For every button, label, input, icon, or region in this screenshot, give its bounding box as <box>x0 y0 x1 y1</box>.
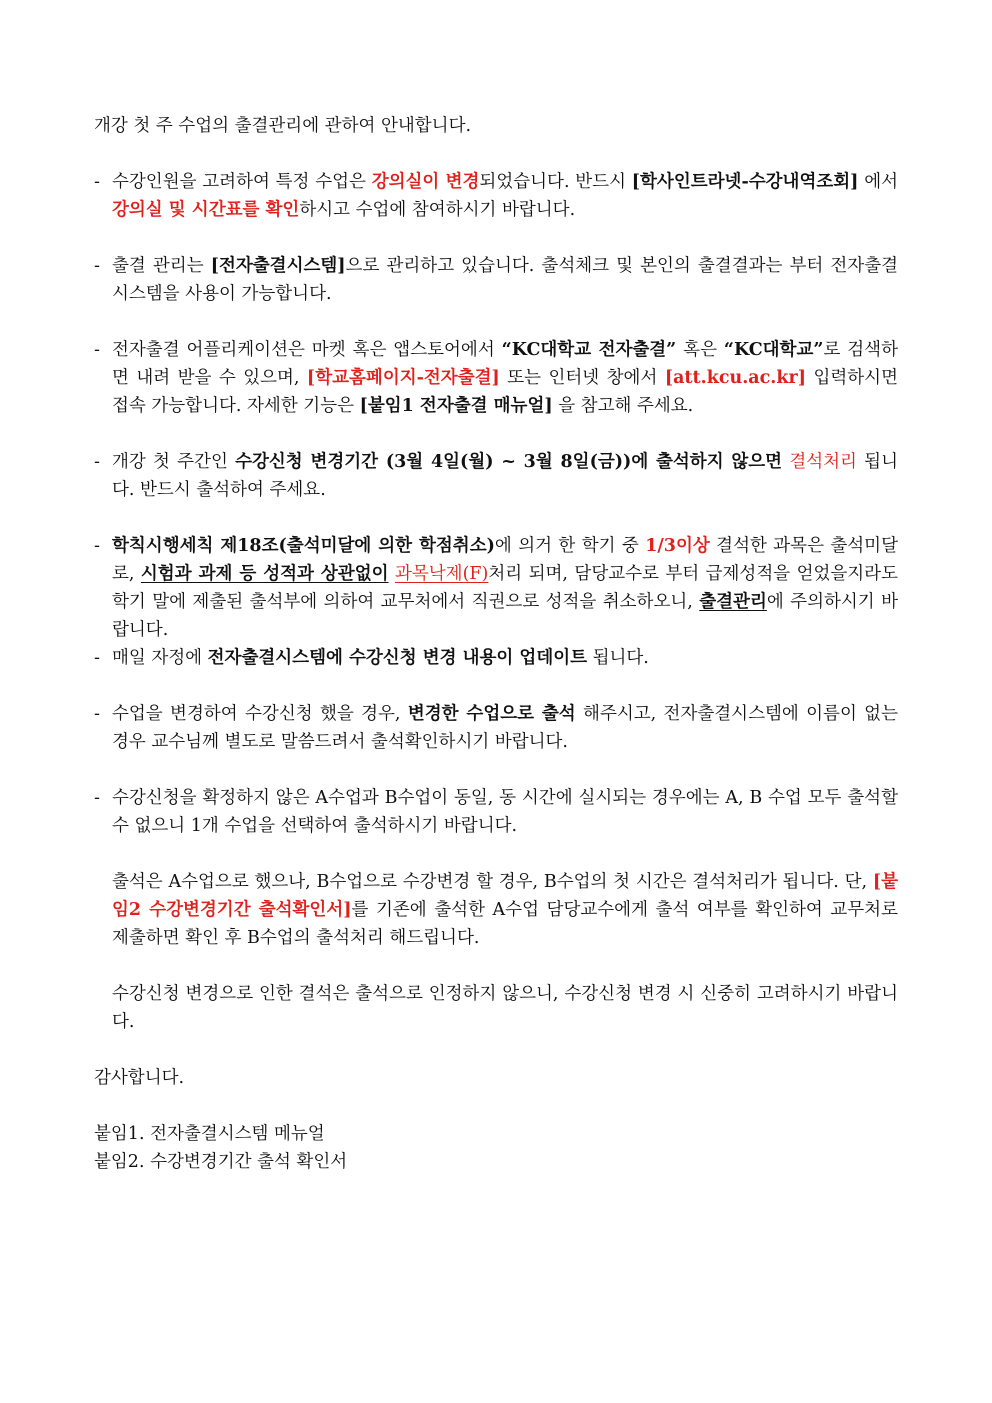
highlight-fail: 과목낙제(F) <box>394 564 489 584</box>
notice-item-app: - 전자출결 어플리케이션은 마켓 혹은 앱스토어에서 “KC대학교 전자출결” 혹은 “KC대학교”로 검색하면 내려 받을 수 있으며, [학교홈페이지-전자출결] 또는 인터넷 창에서 [att.kcu.ac.kr] 입력하시면 접속 가능합니다. 자세한 기능은 [붙임1 전자출결 매뉴얼] 을 참고해 주세요. <box>94 336 898 420</box>
attendance-management: 출결관리 <box>699 592 767 612</box>
ref-course-inquiry: [학사인트라넷-수강내역조회] <box>631 172 859 192</box>
paragraph-absence-process: 출석은 A수업으로 했으나, B수업으로 수강변경 할 경우, B수업의 첫 시간은 결석처리가 됩니다. 단, [붙임2 수강변경기간 출석확인서]를 기존에 출석한 A수업 담당교수에게 출석 여부를 확인하여 교무처로 제출하면 확인 후 B수업의 출석처리 해드립니다. <box>112 872 898 948</box>
highlight-check-schedule: 강의실 및 시간표를 확인 <box>112 200 300 220</box>
bullet-dash: - <box>94 256 100 276</box>
regardless-grades: 시험과 과제 등 성적과 상관없이 <box>140 564 389 584</box>
notice-item-attendance-system: - 출결 관리는 [전자출결시스템]으로 관리하고 있습니다. 출석체크 및 본인의 출결결과는 부터 전자출결시스템을 사용이 가능합니다. <box>94 252 898 308</box>
regulation-ref: 학칙시행세칙 제18조(출석미달에 의한 학점취소) <box>112 536 495 556</box>
update-notice: 전자출결시스템에 수강신청 변경 내용이 업데이트 <box>207 648 588 668</box>
bullet-dash: - <box>94 172 100 192</box>
attendance-url: [att.kcu.ac.kr] <box>664 368 807 388</box>
attachment-1: 붙임1. 전자출결시스템 메뉴얼 <box>94 1124 325 1144</box>
bullet-dash: - <box>94 648 100 668</box>
attend-changed-class: 변경한 수업으로 출석 <box>407 704 576 724</box>
bullet-dash: - <box>94 452 100 472</box>
bullet-dash: - <box>94 536 100 556</box>
notice-item-first-week: - 개강 첫 주간인 수강신청 변경기간 (3월 4일(월) ~ 3월 8일(금))에 출석하지 않으면 결석처리 됩니다. 반드시 출석하여 주세요. <box>94 448 898 504</box>
app-name-2: “KC대학교” <box>723 340 824 360</box>
ref-manual: [붙임1 전자출결 매뉴얼] <box>359 396 553 416</box>
notice-item-unconfirmed: - 수강신청을 확정하지 않은 A수업과 B수업이 동일, 동 시간에 실시되는 경우에는 A, B 수업 모두 출석할 수 없으니 1개 수업을 선택하여 출석하시기 바랍니다. <box>94 784 898 840</box>
notice-item-changed-class: - 수업을 변경하여 수강신청 했을 경우, 변경한 수업으로 출석 해주시고, 전자출결시스템에 이름이 없는 경우 교수님께 별도로 말씀드려서 출석확인하시기 바랍니다. <box>94 700 898 756</box>
ref-confirmation-form: [붙임2 수강변경기간 출석확인서] <box>112 872 898 920</box>
intro-text: 개강 첫 주 수업의 출결관리에 관하여 안내합니다. <box>94 116 472 136</box>
notice-item-midnight-update: - 매일 자정에 전자출결시스템에 수강신청 변경 내용이 업데이트 됩니다. <box>94 644 898 672</box>
notice-document <box>94 112 898 1176</box>
closing-thanks: 감사합니다. <box>94 1068 185 1088</box>
app-name-1: “KC대학교 전자출결” <box>501 340 677 360</box>
highlight-room-change: 강의실이 변경 <box>371 172 480 192</box>
change-period: 수강신청 변경기간 <box>235 452 379 472</box>
highlight-absent: 결석처리 <box>789 452 857 472</box>
bullet-dash: - <box>94 788 100 808</box>
absent-warning: 출석하지 않으면 <box>656 452 783 472</box>
bullet-dash: - <box>94 704 100 724</box>
notice-item-classroom: - 수강인원을 고려하여 특정 수업은 강의실이 변경되었습니다. 반드시 [학사인트라넷-수강내역조회] 에서 강의실 및 시간표를 확인하시고 수업에 참여하시기 바랍니다. <box>94 168 898 224</box>
attachment-2: 붙임2. 수강변경기간 출석 확인서 <box>94 1152 348 1172</box>
paragraph-caution: 수강신청 변경으로 인한 결석은 출석으로 인정하지 않으니, 수강신청 변경 시 신중히 고려하시기 바랍니다. <box>112 984 898 1032</box>
notice-item-regulation: - 학칙시행세칙 제18조(출석미달에 의한 학점취소)에 의거 한 학기 중 1/3이상 결석한 과목은 출석미달로, 시험과 과제 등 성적과 상관없이 과목낙제(F)처리 되며, 담당교수로 부터 급제성적을 얻었을지라도 학기 말에 제출된 출석부에 의하여 교무처에서 직권으로 성적을 취소하오니, 출결관리에 주의하시기 바랍니다. <box>94 532 898 644</box>
bullet-dash: - <box>94 340 100 360</box>
ref-attendance-system: [전자출결시스템] <box>210 256 346 276</box>
ref-homepage-attendance: [학교홈페이지-전자출결] <box>306 368 500 388</box>
highlight-one-third: 1/3이상 <box>645 536 710 556</box>
